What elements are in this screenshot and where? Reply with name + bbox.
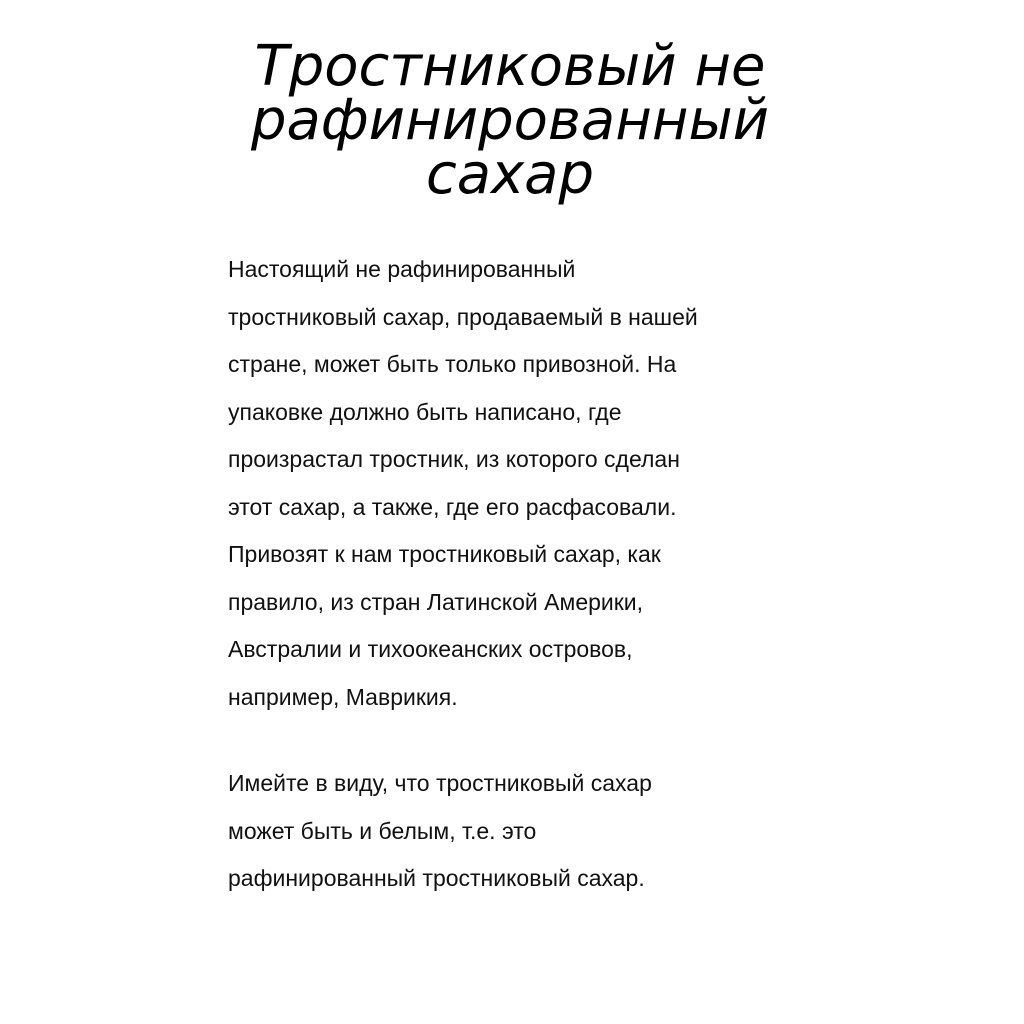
paragraph-line: например, Маврикия. (228, 683, 458, 710)
paragraph-line: этот сахар, а также, где его расфасовали. (228, 493, 677, 520)
paragraph-line: стране, может быть только привозной. На (228, 351, 677, 377)
paragraph-line: Имейте в виду, что тростниковый сахар (228, 770, 652, 796)
paragraph-line: Привозят к нам тростниковый сахар, как (228, 541, 661, 567)
title-line: Тростниковый не (254, 34, 766, 99)
paragraph-line: произрастал тростник, из которого сделан (228, 446, 680, 472)
paragraph-line: может быть и белым, т.е. это (228, 817, 537, 844)
paragraph-line: Австралии и тихоокеанских островов, (228, 636, 633, 662)
paragraph-line: правило, из стран Латинской Америки, (228, 588, 644, 615)
paragraph-2 (228, 760, 808, 903)
title-line: рафинированный (250, 88, 770, 153)
paragraph-line: рафинированный тростниковый сахар. (228, 865, 645, 891)
paragraph-line: тростниковый сахар, продаваемый в нашей (228, 303, 698, 330)
paragraph-line: упаковке должно быть написано, где (228, 398, 622, 425)
page-title (200, 34, 820, 207)
paragraph-1 (228, 246, 808, 721)
paragraph-line: Настоящий не рафинированный (228, 256, 576, 282)
title-line: сахар (425, 142, 595, 207)
